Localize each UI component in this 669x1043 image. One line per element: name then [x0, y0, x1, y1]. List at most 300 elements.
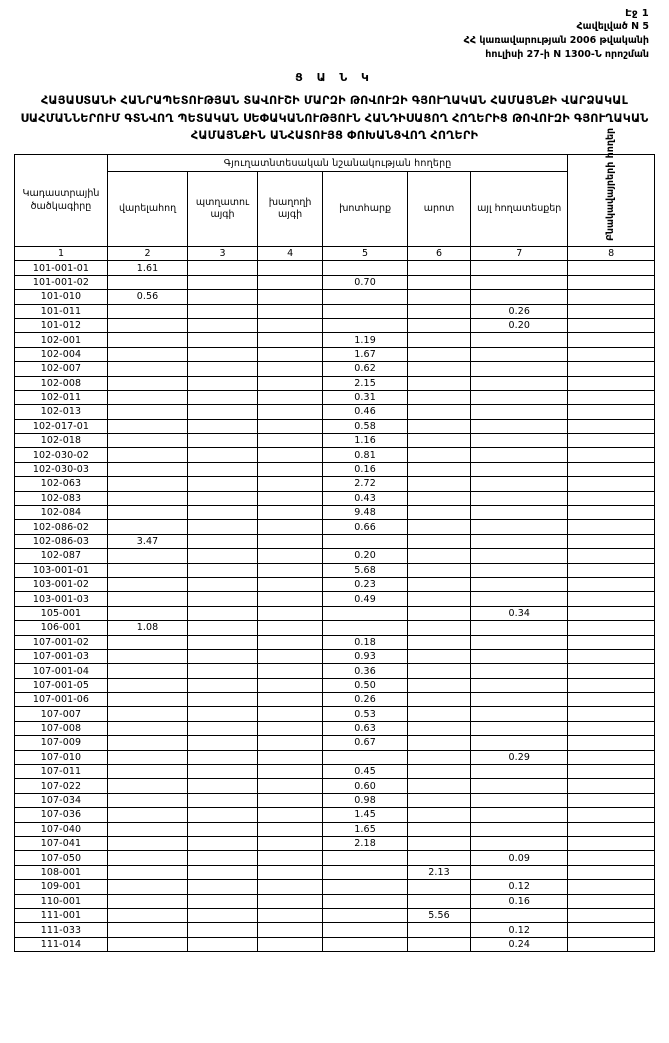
cell-vineyard [257, 347, 322, 361]
table-row [15, 275, 655, 289]
cell-pasture [407, 419, 470, 433]
cell-hayfield: 5.68 [323, 563, 407, 577]
cell-orchard [188, 750, 258, 764]
cell-cadastre-code: 102-013 [15, 405, 108, 419]
cell-pasture [407, 462, 470, 476]
table-row [15, 376, 655, 390]
cell-other [471, 707, 568, 721]
cell-other [471, 592, 568, 606]
table-row [15, 606, 655, 620]
cell-pasture [407, 635, 470, 649]
cell-arable [107, 851, 187, 865]
cell-settlement [568, 923, 655, 937]
cell-pasture [407, 808, 470, 822]
table-row [15, 577, 655, 591]
table-row [15, 261, 655, 275]
cell-vineyard [257, 894, 322, 908]
cell-vineyard [257, 649, 322, 663]
column-number-8: 8 [568, 247, 655, 261]
cell-arable [107, 549, 187, 563]
cell-vineyard [257, 750, 322, 764]
cell-pasture [407, 693, 470, 707]
cell-pasture [407, 275, 470, 289]
cell-other [471, 405, 568, 419]
cell-orchard [188, 621, 258, 635]
cell-settlement [568, 621, 655, 635]
cell-pasture [407, 606, 470, 620]
cell-arable [107, 937, 187, 951]
cell-pasture [407, 837, 470, 851]
cell-orchard [188, 477, 258, 491]
cell-orchard [188, 649, 258, 663]
cell-settlement [568, 750, 655, 764]
cell-pasture [407, 534, 470, 548]
cell-vineyard [257, 491, 322, 505]
cell-hayfield: 0.45 [323, 765, 407, 779]
column-header-other: այլ հողատեսքեր [471, 172, 568, 247]
page-subtitle: ՀԱՅԱՍՏԱՆԻ ՀԱՆՐԱՊԵՏՈՒԹՅԱՆ ՏԱՎՈՒՇԻ ՄԱՐԶԻ ԹՈՎՈՒԶԻ ԳՅՈՒՂԱԿԱՆ ՀԱՄԱՅՆՔԻ ՎԱՐՁԱԿԱԼ ՍԱՀՄԱՆՆԵՐՈՒՄ ԳՏՆՎՈՂ ՊԵՏԱԿԱՆ ՍԵՓԱԿԱՆՈՒԹՅՈՒՆ ՀԱՆԴԻՍԱՑՈՂ ՀՈՂԵՐԻՑ ԹՈՎՈՒԶԻ ԳՅՈՒՂԱԿԱՆ ՀԱՄԱՅՆՔԻՆ ԱՆՀԱՏՈՒՅՑ ՓՈԽԱՆՑՎՈՂ ՀՈՂԵՐԻ [20, 94, 649, 143]
cell-arable [107, 865, 187, 879]
table-row [15, 793, 655, 807]
cell-other [471, 520, 568, 534]
cell-vineyard [257, 534, 322, 548]
cell-orchard [188, 520, 258, 534]
column-header-code: Կադաստրային ծածկագիրը [15, 155, 108, 247]
cell-settlement [568, 390, 655, 404]
cell-cadastre-code: 102-030-02 [15, 448, 108, 462]
cell-vineyard [257, 506, 322, 520]
cell-vineyard [257, 477, 322, 491]
cell-vineyard [257, 462, 322, 476]
cell-hayfield: 0.98 [323, 793, 407, 807]
cell-pasture [407, 520, 470, 534]
cell-settlement [568, 937, 655, 951]
cell-vineyard [257, 865, 322, 879]
table-row [15, 664, 655, 678]
cell-settlement [568, 822, 655, 836]
cell-hayfield: 2.15 [323, 376, 407, 390]
cell-pasture [407, 405, 470, 419]
cell-other: 0.24 [471, 937, 568, 951]
cell-arable [107, 477, 187, 491]
table-row [15, 765, 655, 779]
cell-arable [107, 750, 187, 764]
cell-other [471, 477, 568, 491]
column-number-5: 5 [323, 247, 407, 261]
cell-arable [107, 275, 187, 289]
table-row [15, 405, 655, 419]
cell-orchard [188, 577, 258, 591]
cell-settlement [568, 793, 655, 807]
cell-settlement [568, 520, 655, 534]
cell-hayfield [323, 937, 407, 951]
cell-hayfield: 2.18 [323, 837, 407, 851]
table-row [15, 419, 655, 433]
cell-orchard [188, 721, 258, 735]
cell-cadastre-code: 102-086-03 [15, 534, 108, 548]
cell-other [471, 491, 568, 505]
column-header-arable: վարելահող [107, 172, 187, 247]
cell-vineyard [257, 736, 322, 750]
cell-cadastre-code: 105-001 [15, 606, 108, 620]
cell-hayfield: 0.16 [323, 462, 407, 476]
cell-orchard [188, 376, 258, 390]
cell-hayfield: 1.16 [323, 434, 407, 448]
cell-vineyard [257, 563, 322, 577]
cell-orchard [188, 779, 258, 793]
cell-arable [107, 606, 187, 620]
table-row [15, 448, 655, 462]
cell-arable [107, 376, 187, 390]
cell-hayfield [323, 851, 407, 865]
cell-hayfield: 0.18 [323, 635, 407, 649]
cell-orchard [188, 448, 258, 462]
cell-cadastre-code: 102-007 [15, 362, 108, 376]
cell-arable [107, 390, 187, 404]
cell-arable [107, 822, 187, 836]
cell-pasture [407, 793, 470, 807]
cell-orchard [188, 261, 258, 275]
cell-settlement [568, 606, 655, 620]
cell-cadastre-code: 102-017-01 [15, 419, 108, 433]
cell-other [471, 347, 568, 361]
cell-cadastre-code: 111-033 [15, 923, 108, 937]
cell-orchard [188, 837, 258, 851]
cell-pasture [407, 491, 470, 505]
cell-cadastre-code: 108-001 [15, 865, 108, 879]
cell-vineyard [257, 405, 322, 419]
land-cadastre-table [14, 128, 655, 952]
cell-arable [107, 318, 187, 332]
cell-settlement [568, 506, 655, 520]
cell-vineyard [257, 779, 322, 793]
cell-cadastre-code: 102-030-03 [15, 462, 108, 476]
cell-arable [107, 448, 187, 462]
table-row [15, 865, 655, 879]
cell-settlement [568, 290, 655, 304]
cell-cadastre-code: 111-014 [15, 937, 108, 951]
cell-vineyard [257, 290, 322, 304]
table-header [15, 128, 655, 261]
cell-settlement [568, 275, 655, 289]
column-number-2: 2 [107, 247, 187, 261]
cell-other [471, 577, 568, 591]
cell-arable [107, 506, 187, 520]
cell-cadastre-code: 107-010 [15, 750, 108, 764]
cell-pasture [407, 880, 470, 894]
cell-other [471, 635, 568, 649]
cell-other [471, 865, 568, 879]
cell-vineyard [257, 822, 322, 836]
cell-arable [107, 837, 187, 851]
cell-orchard [188, 865, 258, 879]
table-row [15, 822, 655, 836]
cell-cadastre-code: 107-011 [15, 765, 108, 779]
table-row [15, 750, 655, 764]
table-row [15, 937, 655, 951]
cell-hayfield: 0.46 [323, 405, 407, 419]
cell-other [471, 434, 568, 448]
cell-arable [107, 765, 187, 779]
column-group-header-agricultural: Գյուղատնտեսական նշանակության հողերը [107, 155, 567, 172]
cell-hayfield: 0.70 [323, 275, 407, 289]
cell-vineyard [257, 937, 322, 951]
table-row [15, 434, 655, 448]
cell-settlement [568, 693, 655, 707]
cell-settlement [568, 678, 655, 692]
cell-pasture [407, 707, 470, 721]
cell-pasture [407, 721, 470, 735]
cell-other [471, 693, 568, 707]
header-line-3: հուլիսի 27-ի N 1300-Ն որոշման [485, 48, 649, 60]
cell-other [471, 808, 568, 822]
cell-settlement [568, 477, 655, 491]
cell-vineyard [257, 707, 322, 721]
cell-vineyard [257, 808, 322, 822]
cell-arable [107, 520, 187, 534]
cell-hayfield: 0.43 [323, 491, 407, 505]
cell-other [471, 621, 568, 635]
cell-other [471, 362, 568, 376]
cell-vineyard [257, 390, 322, 404]
cell-arable [107, 664, 187, 678]
cell-cadastre-code: 101-010 [15, 290, 108, 304]
cell-arable [107, 577, 187, 591]
cell-cadastre-code: 107-050 [15, 851, 108, 865]
cell-settlement [568, 405, 655, 419]
cell-hayfield [323, 318, 407, 332]
cell-pasture [407, 750, 470, 764]
cell-other [471, 822, 568, 836]
cell-hayfield: 0.49 [323, 592, 407, 606]
cell-hayfield: 1.65 [323, 822, 407, 836]
cell-other: 0.16 [471, 894, 568, 908]
cell-cadastre-code: 101-001-01 [15, 261, 108, 275]
cell-other [471, 793, 568, 807]
table-row [15, 851, 655, 865]
cell-settlement [568, 549, 655, 563]
cell-pasture [407, 362, 470, 376]
cell-settlement [568, 563, 655, 577]
cell-orchard [188, 290, 258, 304]
column-header-settlement [568, 128, 655, 247]
cell-cadastre-code: 103-001-02 [15, 577, 108, 591]
cell-pasture [407, 477, 470, 491]
cell-cadastre-code: 107-001-02 [15, 635, 108, 649]
cell-cadastre-code: 107-007 [15, 707, 108, 721]
cell-vineyard [257, 577, 322, 591]
cell-settlement [568, 649, 655, 663]
cell-settlement [568, 592, 655, 606]
cell-arable [107, 707, 187, 721]
cell-arable: 1.08 [107, 621, 187, 635]
cell-vineyard [257, 592, 322, 606]
cell-cadastre-code: 107-036 [15, 808, 108, 822]
table-body [15, 261, 655, 952]
cell-hayfield: 9.48 [323, 506, 407, 520]
cell-arable [107, 434, 187, 448]
cell-orchard [188, 405, 258, 419]
cell-vineyard [257, 261, 322, 275]
cell-vineyard [257, 275, 322, 289]
cell-other [471, 664, 568, 678]
cell-pasture [407, 621, 470, 635]
cell-other [471, 290, 568, 304]
cell-pasture [407, 563, 470, 577]
cell-hayfield: 2.72 [323, 477, 407, 491]
table-row [15, 621, 655, 635]
cell-other [471, 534, 568, 548]
cell-vineyard [257, 635, 322, 649]
cell-cadastre-code: 102-004 [15, 347, 108, 361]
cell-hayfield: 0.26 [323, 693, 407, 707]
cell-vineyard [257, 908, 322, 922]
cell-cadastre-code: 107-040 [15, 822, 108, 836]
cell-other: 0.20 [471, 318, 568, 332]
cell-other [471, 837, 568, 851]
cell-hayfield: 0.36 [323, 664, 407, 678]
cell-vineyard [257, 318, 322, 332]
cell-hayfield: 0.62 [323, 362, 407, 376]
table-row [15, 693, 655, 707]
cell-settlement [568, 434, 655, 448]
cell-pasture [407, 390, 470, 404]
cell-other: 0.34 [471, 606, 568, 620]
table-row [15, 808, 655, 822]
cell-pasture [407, 851, 470, 865]
cell-vineyard [257, 362, 322, 376]
cell-arable [107, 880, 187, 894]
cell-orchard [188, 678, 258, 692]
cell-cadastre-code: 110-001 [15, 894, 108, 908]
cell-vineyard [257, 837, 322, 851]
cell-other: 0.29 [471, 750, 568, 764]
cell-arable [107, 462, 187, 476]
cell-other [471, 275, 568, 289]
cell-cadastre-code: 107-008 [15, 721, 108, 735]
cell-hayfield [323, 865, 407, 879]
cell-hayfield: 0.60 [323, 779, 407, 793]
cell-settlement [568, 347, 655, 361]
cell-settlement [568, 419, 655, 433]
column-number-4: 4 [257, 247, 322, 261]
table-row [15, 837, 655, 851]
cell-pasture [407, 448, 470, 462]
cell-pasture [407, 333, 470, 347]
cell-settlement [568, 736, 655, 750]
cell-cadastre-code: 107-001-05 [15, 678, 108, 692]
cell-orchard [188, 937, 258, 951]
cell-arable [107, 649, 187, 663]
cell-settlement [568, 333, 655, 347]
column-header-pasture: արոտ [407, 172, 470, 247]
cell-other: 0.26 [471, 304, 568, 318]
cell-vineyard [257, 693, 322, 707]
cell-cadastre-code: 102-011 [15, 390, 108, 404]
cell-arable [107, 808, 187, 822]
cell-pasture [407, 894, 470, 908]
cell-orchard [188, 318, 258, 332]
cell-pasture [407, 649, 470, 663]
header-line-2: ՀՀ կառավարության 2006 թվականի [463, 34, 649, 46]
table-row [15, 506, 655, 520]
cell-cadastre-code: 107-041 [15, 837, 108, 851]
cell-cadastre-code: 107-009 [15, 736, 108, 750]
cell-arable [107, 347, 187, 361]
cell-orchard [188, 390, 258, 404]
cell-hayfield [323, 261, 407, 275]
cell-settlement [568, 837, 655, 851]
cell-cadastre-code: 101-011 [15, 304, 108, 318]
column-header-orchard: պտղատու այգի [188, 172, 258, 247]
table-row [15, 736, 655, 750]
cell-orchard [188, 707, 258, 721]
cell-orchard [188, 908, 258, 922]
cell-settlement [568, 721, 655, 735]
cell-hayfield: 0.31 [323, 390, 407, 404]
cell-settlement [568, 865, 655, 879]
cell-hayfield: 1.67 [323, 347, 407, 361]
cell-settlement [568, 894, 655, 908]
table-row [15, 462, 655, 476]
cell-other: 0.09 [471, 851, 568, 865]
cell-other [471, 765, 568, 779]
cell-arable [107, 419, 187, 433]
column-header-hayfield: խոտհարք [323, 172, 407, 247]
cell-cadastre-code: 102-086-02 [15, 520, 108, 534]
cell-orchard [188, 347, 258, 361]
cell-cadastre-code: 106-001 [15, 621, 108, 635]
table-row [15, 779, 655, 793]
cell-settlement [568, 448, 655, 462]
cell-cadastre-code: 107-001-04 [15, 664, 108, 678]
cell-orchard [188, 592, 258, 606]
cell-hayfield: 0.23 [323, 577, 407, 591]
cell-hayfield: 0.66 [323, 520, 407, 534]
cell-pasture [407, 822, 470, 836]
cell-settlement [568, 635, 655, 649]
cell-orchard [188, 765, 258, 779]
cell-vineyard [257, 621, 322, 635]
cell-hayfield [323, 894, 407, 908]
cell-pasture [407, 261, 470, 275]
cell-other [471, 549, 568, 563]
cell-arable [107, 362, 187, 376]
cell-other [471, 678, 568, 692]
cell-arable: 0.56 [107, 290, 187, 304]
cell-pasture [407, 779, 470, 793]
cell-pasture [407, 347, 470, 361]
cell-settlement [568, 779, 655, 793]
table-row [15, 721, 655, 735]
cell-other [471, 736, 568, 750]
column-number-6: 6 [407, 247, 470, 261]
cell-settlement [568, 577, 655, 591]
cell-vineyard [257, 664, 322, 678]
cell-orchard [188, 491, 258, 505]
cell-orchard [188, 549, 258, 563]
cell-hayfield: 0.53 [323, 707, 407, 721]
cell-pasture [407, 304, 470, 318]
cell-orchard [188, 563, 258, 577]
cell-pasture [407, 577, 470, 591]
cell-orchard [188, 793, 258, 807]
cell-hayfield: 1.19 [323, 333, 407, 347]
cell-vineyard [257, 606, 322, 620]
table-row [15, 635, 655, 649]
cell-pasture [407, 923, 470, 937]
cell-hayfield: 0.20 [323, 549, 407, 563]
